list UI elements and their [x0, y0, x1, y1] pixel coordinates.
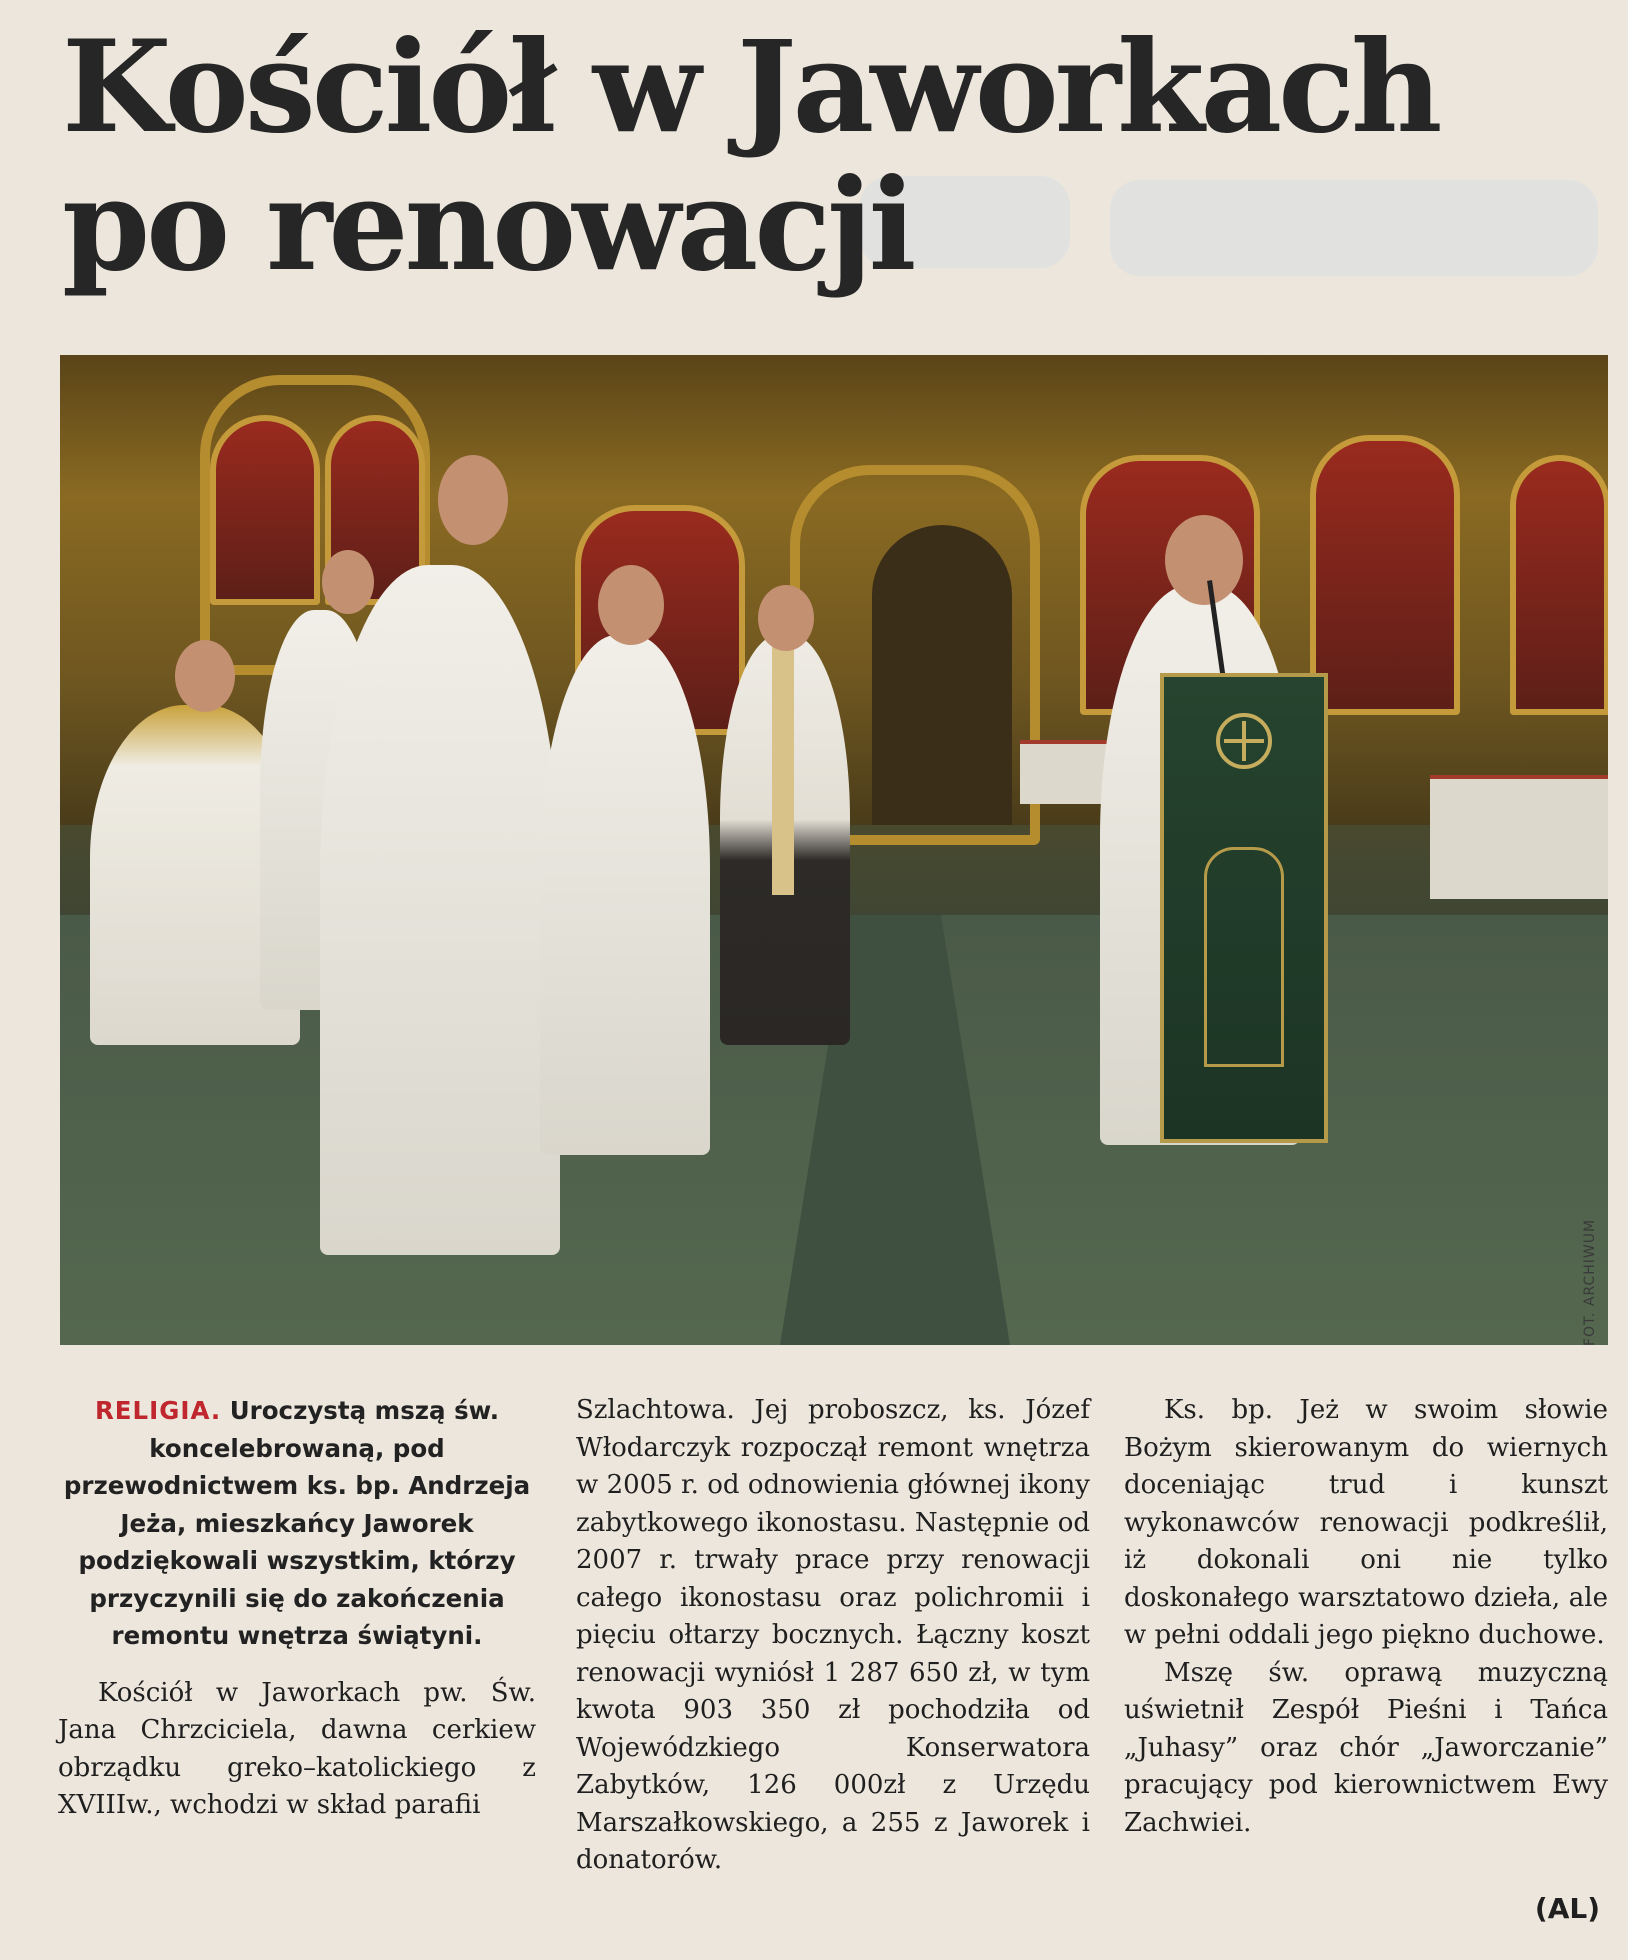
- church-interior-photo: [60, 355, 1608, 1345]
- priest-figure: [540, 635, 710, 1155]
- altar-cloth: [1430, 775, 1608, 899]
- headline-line-2: po renowacji: [62, 151, 913, 299]
- headline: [62, 13, 1512, 299]
- lectern-panel: [1204, 847, 1284, 1067]
- body-paragraph-1-text: Kościół w Jaworkach pw. Św. Jana Chrzciciela, dawna cerkiew obrządku greko–katolickiego z XVIIIw., wchodzi w skład parafii: [58, 1677, 536, 1820]
- lead-paragraph: [58, 1392, 536, 1655]
- royal-doors-doorway: [872, 525, 1012, 825]
- body-paragraph-2: Ks. bp. Jeż w swoim słowie Bożym skierowanym do wiernych doceniając trud i kunszt wykonawców renowacji podkreślił, iż dokonali oni nie tylko doskonałego warsztatowo dzieła, ale w pełni oddali jego piękno duchowe.: [1124, 1395, 1608, 1650]
- body-paragraph-3: Mszę św. oprawą muzyczną uświetnił Zespół Pieśni i Tańca „Juhasy” oraz chór „Jaworczanie” pracujący pod kierownictwem Ewy Zachwiei.: [1124, 1657, 1608, 1838]
- person-head: [598, 565, 664, 645]
- person-head: [175, 640, 235, 712]
- cross-icon: [1216, 713, 1272, 769]
- lectern: [1160, 673, 1328, 1143]
- person-head: [438, 455, 508, 545]
- category-label: RELIGIA.: [94, 1396, 222, 1425]
- icon-panel: [1510, 455, 1608, 715]
- text-column-1: [58, 1392, 536, 1825]
- person-head: [322, 550, 374, 614]
- photo-credit: FOT. ARCHIWUM: [1582, 1218, 1598, 1346]
- body-paragraph-1: [58, 1675, 536, 1825]
- person-head: [1165, 515, 1243, 605]
- icon-panel: [210, 415, 320, 605]
- lead-text: Uroczystą mszą św. koncelebrowaną, pod przewodnictwem ks. bp. Andrzeja Jeża, mieszkańcy Jaworek podziękowali wszystkim, którzy przyczynili się do zakończenia remontu wnętrza świątyni.: [63, 1396, 531, 1650]
- body-paragraph-1-continued: Szlachtowa. Jej proboszcz, ks. Józef Włodarczyk rozpoczął remont wnętrza w 2005 r. od odnowienia głównej ikony zabytkowego ikonostasu. Następnie od 2007 r. trwały prace przy renowacji całego ikonostasu oraz polichromii i pięciu ołtarzy bocznych. Łączny koszt renowacji wyniósł 1 287 650 zł, w tym kwota 903 350 zł pochodziła od Wojewódzkiego Konserwatora Zabytków, 126 000zł z Urzędu Marszałkowskiego, a 255 z Jaworek i donatorów.: [576, 1395, 1090, 1875]
- text-column-3: [1124, 1392, 1608, 1842]
- headline-line-1: Kościół w Jaworkach: [62, 13, 1439, 161]
- icon-panel: [1310, 435, 1460, 715]
- priest-figure: [320, 565, 560, 1255]
- person-head: [758, 585, 814, 651]
- author-signature: (AL): [1534, 1892, 1600, 1925]
- text-column-2: [576, 1392, 1090, 1880]
- priest-stole: [772, 645, 794, 895]
